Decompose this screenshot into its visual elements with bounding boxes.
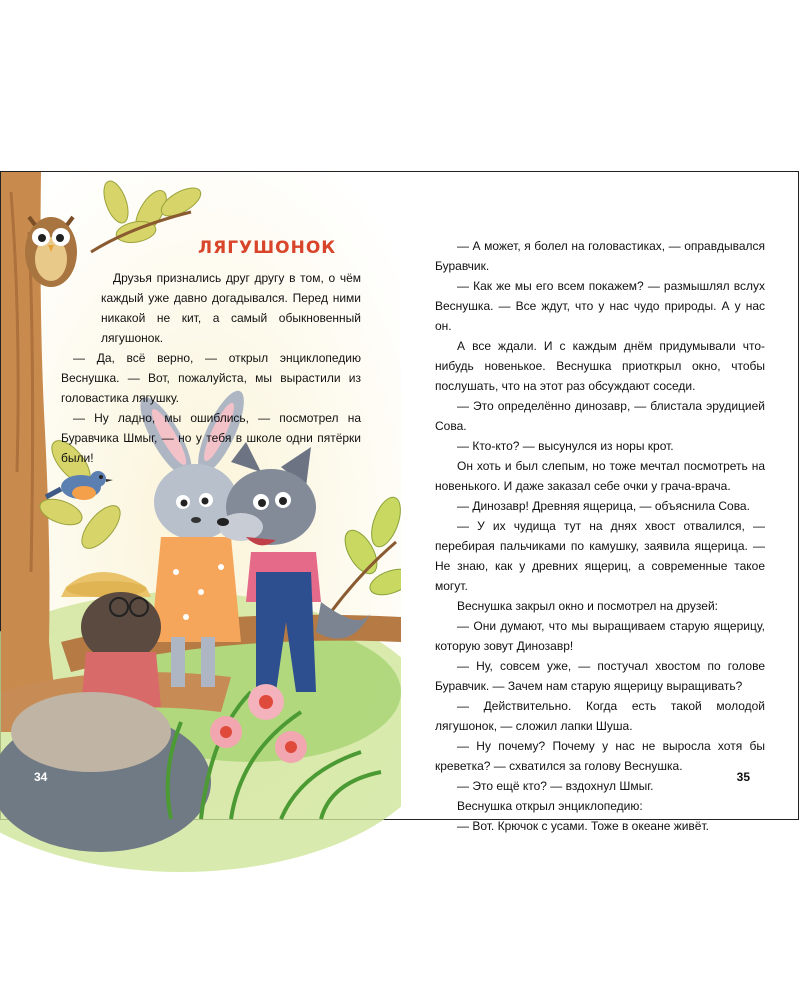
page-number-left: 34 (34, 770, 48, 784)
paragraph: — А может, я болел на головастиках, — оправдывался Буравчик. (435, 239, 765, 273)
paragraph: — Они думают, что мы выращиваем старую ящерицу, которую зовут Динозавр! (435, 619, 765, 653)
paragraph: — Вот. Крючок с усами. Тоже в океане живёт. (457, 819, 709, 833)
paragraph: — Ну, совсем уже, — постучал хвостом по голове Буравчик. — Зачем нам старую ящерицу выращивать? (435, 659, 765, 693)
paragraph: Веснушка открыл энциклопедию: (457, 799, 643, 813)
paragraph: — Это определённо динозавр, — блистала эрудицией Сова. (435, 399, 765, 433)
paragraph: Друзья признались друг другу в том, о чём каждый уже давно догадывался. Перед ними никакой не кит, а самый обыкновенный лягушонок. (101, 271, 361, 345)
paragraph: — Ну ладно, мы ошиблись, — посмотрел на Буравчика Шмыг, — но у тебя в школе одни пятёрки были! (61, 411, 361, 465)
paragraph: — Кто-кто? — высунулся из норы крот. (457, 439, 674, 453)
paragraph: — Действительно. Когда есть такой молодой лягушонок, — сложил лапки Шуша. (435, 699, 765, 733)
chapter-title: ЛЯГУШОНОК (198, 238, 337, 258)
left-text-block (61, 268, 361, 468)
paragraph: Он хоть и был слепым, но тоже мечтал посмотреть на новенького. И даже заказал себе очки у грача-врача. (435, 459, 765, 493)
right-page (401, 172, 798, 833)
paragraph: — Как же мы его всем покажем? — размышлял вслух Веснушка. — Все ждут, что у нас чудо природы. А у нас он. (435, 279, 765, 333)
paragraph: — Динозавр! Древняя ящерица, — объяснила Сова. (457, 499, 750, 513)
paragraph: — Ну почему? Почему у нас не выросла хотя бы креветка? — схватился за голову Веснушка. (435, 739, 765, 773)
left-page (1, 172, 401, 819)
page-number-right: 35 (736, 770, 750, 784)
paragraph: Веснушка закрыл окно и посмотрел на друзей: (457, 599, 718, 613)
right-text-block (435, 236, 765, 836)
paragraph: — Да, всё верно, — открыл энциклопедию Веснушка. — Вот, пожалуйста, мы вырастили из головастика лягушку. (61, 351, 361, 405)
book-spread (0, 171, 799, 833)
paragraph: А все ждали. И с каждым днём придумывали что-нибудь новенькое. Веснушка приоткрыл окно, чтобы послушать, что на этот раз обсуждают соседи. (435, 339, 765, 393)
paragraph: — Это ещё кто? — вздохнул Шмыг. (457, 779, 654, 793)
paragraph: — У их чудища тут на днях хвост отвалился, — перебирая пальчиками по камушку, заявила ящерица. — Не знаю, как у древних ящериц, а современные такое могут. (435, 519, 765, 593)
